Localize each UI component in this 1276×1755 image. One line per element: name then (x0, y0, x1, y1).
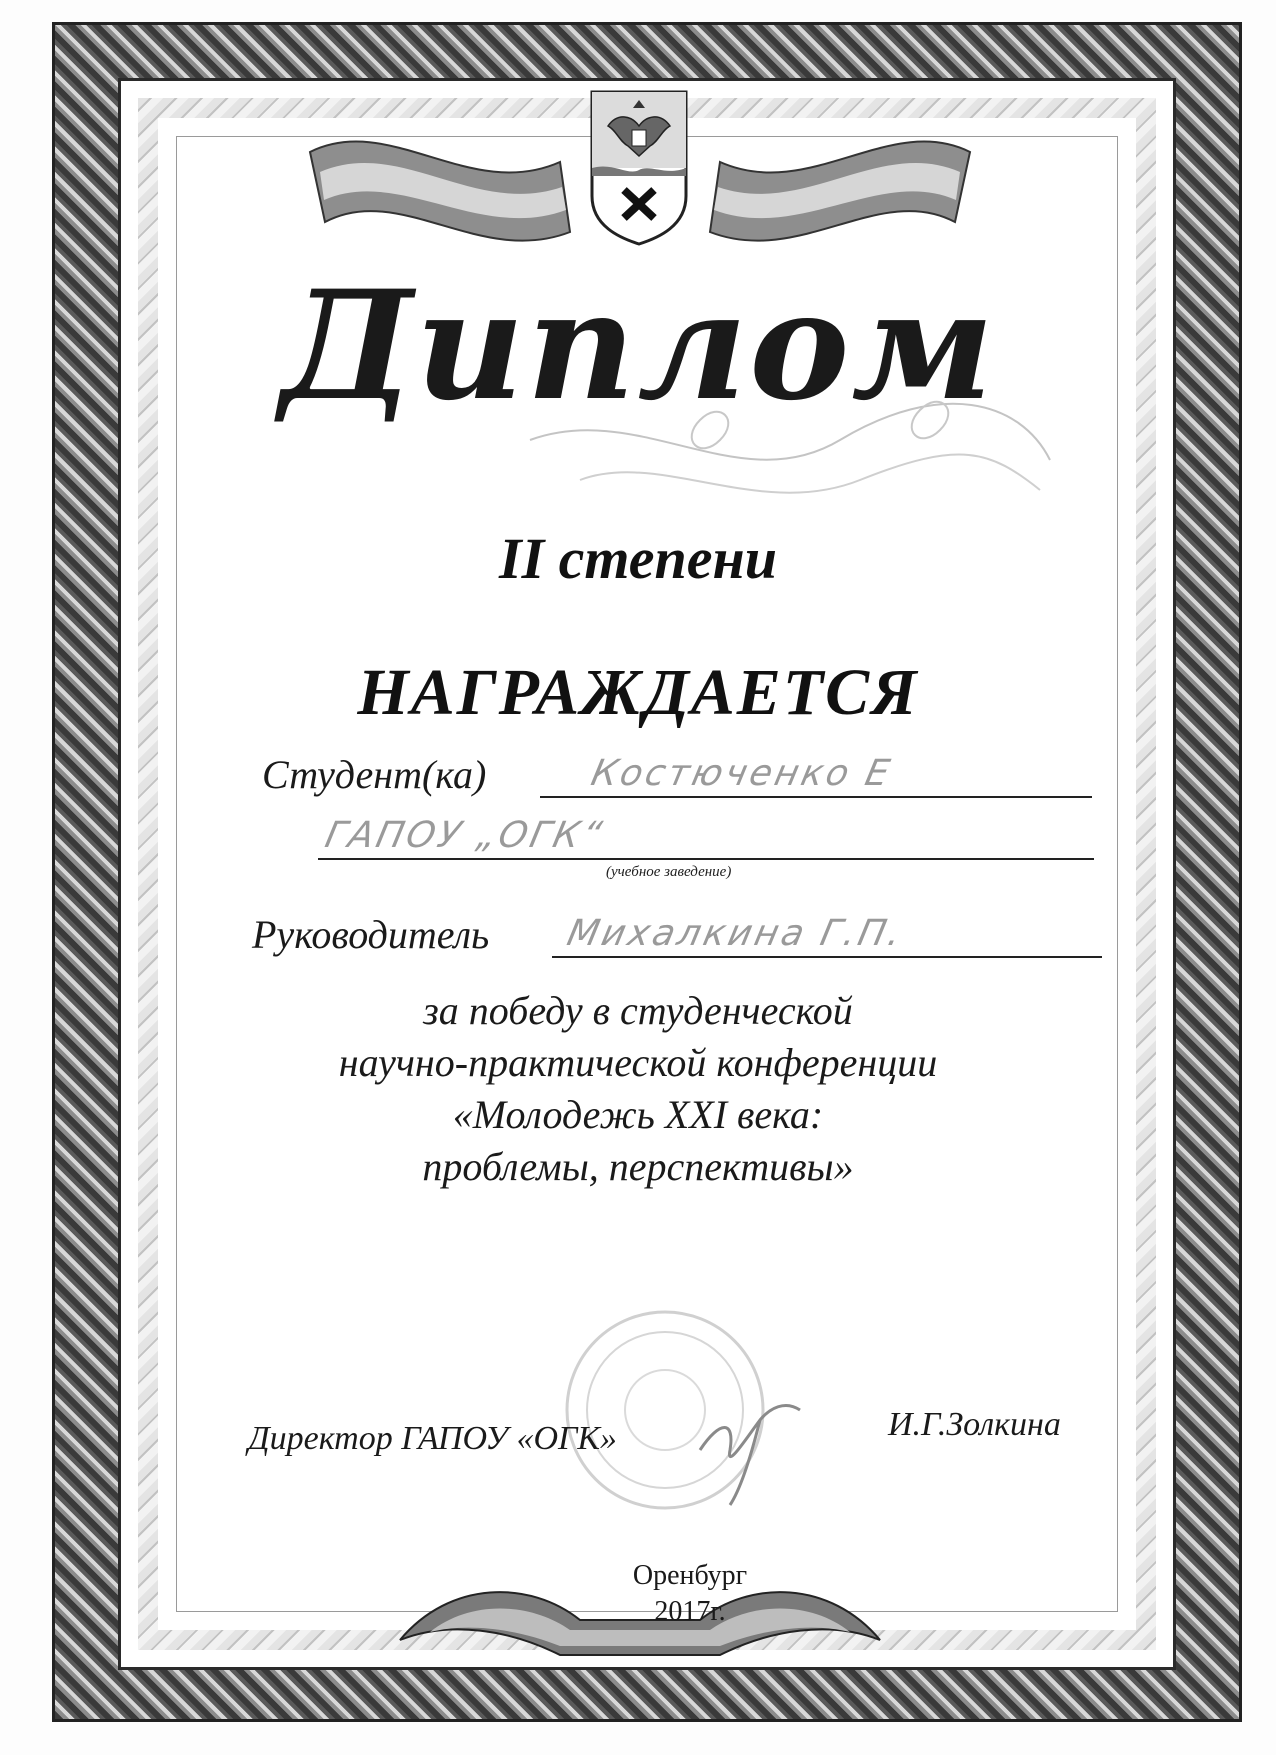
supervisor-label: Руководитель (252, 912, 490, 957)
coat-of-arms-icon (588, 86, 690, 246)
reason-line: «Молодежь XXI века: (452, 1092, 824, 1137)
student-name: Костюченко Е (587, 753, 896, 794)
decorative-swirl (520, 380, 1060, 530)
institution-underline (318, 858, 1094, 860)
supervisor-name: Михалкина Г.П. (563, 913, 908, 954)
student-row (262, 750, 1092, 806)
diploma-title: Диплом (280, 258, 996, 434)
reason-line: за победу в студенческой (423, 988, 853, 1033)
student-underline (540, 796, 1092, 798)
signature-icon (690, 1380, 830, 1510)
student-label: Студент(ка) (262, 752, 487, 797)
supervisor-underline (552, 956, 1102, 958)
supervisor-row (252, 910, 1102, 966)
award-reason (0, 985, 1276, 1193)
degree-text: II степени (499, 526, 777, 591)
reason-line: проблемы, перспективы» (422, 1144, 854, 1189)
year-label: 2017г. (654, 1596, 726, 1627)
city-label: Оренбург (632, 1560, 748, 1591)
institution-row (318, 812, 1094, 868)
director-name: И.Г.Золкина (888, 1406, 1061, 1443)
director-title: Директор ГАПОУ «ОГК» (248, 1420, 617, 1457)
institution-caption: (учебное заведение) (606, 864, 732, 880)
reason-line: научно-практической конференции (338, 1040, 938, 1085)
awarded-heading: НАГРАЖДАЕТСЯ (357, 656, 919, 729)
institution-name: ГАПОУ „ОГК“ (321, 815, 609, 856)
